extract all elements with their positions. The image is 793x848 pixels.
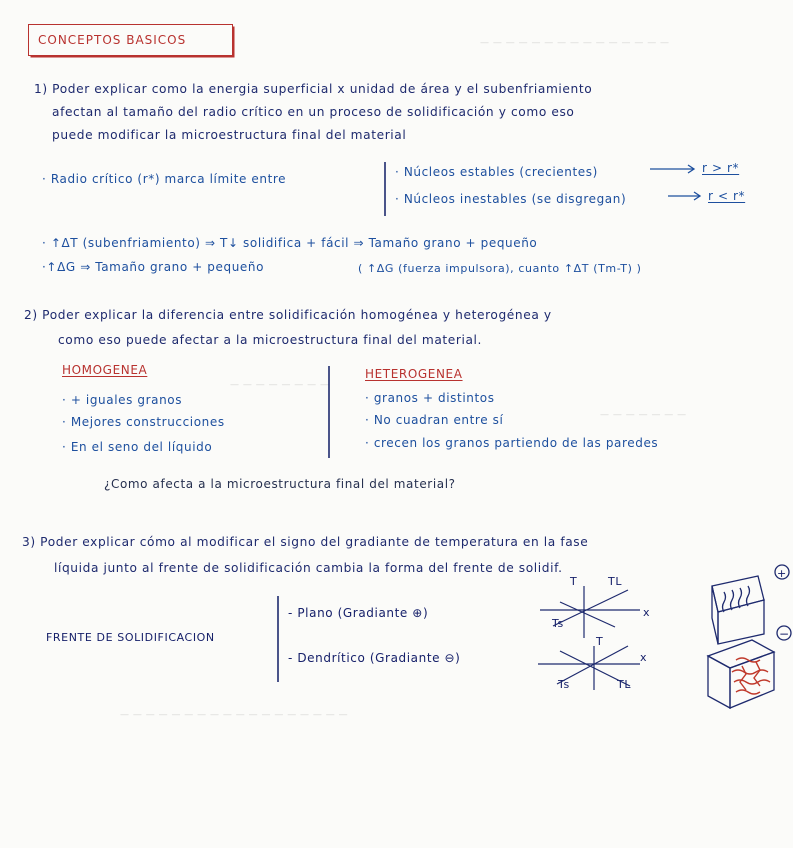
- frente-solidificacion-label: FRENTE DE SOLIDIFICACION: [46, 631, 215, 644]
- diagram2-x-label: x: [640, 651, 648, 664]
- plus-sign: +: [777, 567, 787, 580]
- diagram2-Ts-label: Ts: [558, 678, 570, 691]
- q1-line-2: afectan al tamaño del radio crítico en un proceso de solidificación y como eso: [52, 105, 575, 119]
- bleed-through-text: — — — — — — — — — — — — — — —: [480, 38, 670, 48]
- q3-line-2: líquida junto al frente de solidificación cambia la forma del frente de solidif.: [54, 561, 563, 575]
- q1-line-1: 1) Poder explicar como la energia superficial x unidad de área y el subenfriamiento: [34, 82, 593, 96]
- delta-g-note: ( ↑ΔG (fuerza impulsora), cuanto ↑ΔT (Tm-T) ): [358, 262, 642, 275]
- frente-dendritico: - Dendrítico (Gradiante ⊖): [288, 651, 461, 665]
- q3-line-1: 3) Poder explicar cómo al modificar el signo del gradiante de temperatura en la fase: [22, 535, 589, 549]
- diagram1-x-label: x: [643, 606, 651, 619]
- diagram2-TL-label: TL: [617, 678, 632, 691]
- q2-line-1: 2) Poder explicar la diferencia entre solidificación homogénea y heterogénea y: [24, 308, 552, 322]
- radio-critico-label: · Radio crítico (r*) marca límite entre: [42, 172, 287, 186]
- diagram2-T-label: T: [596, 635, 604, 648]
- frente-plano: - Plano (Gradiante ⊕): [288, 606, 429, 620]
- diagram1-T-label: T: [570, 575, 578, 588]
- diagram1-axes: [540, 586, 640, 638]
- bleed-through-text: — — — — — — — —: [230, 380, 330, 390]
- heterogenea-item-2: · No cuadran entre sí: [365, 413, 504, 427]
- heterogenea-title: HETEROGENEA: [365, 367, 463, 381]
- homogenea-item-1: · + iguales granos: [62, 393, 183, 407]
- bleed-through-text: — — — — — — — — — — — — — — — — — —: [120, 710, 349, 720]
- stable-nuclei: · Núcleos estables (crecientes): [395, 165, 598, 179]
- unstable-nuclei: · Núcleos inestables (se disgregan): [395, 192, 627, 206]
- diagram2-axes: [538, 646, 640, 690]
- stable-condition: r > r*: [702, 161, 740, 175]
- diagram1-Ts-label: Ts: [552, 617, 564, 630]
- q1-line-3: puede modificar la microestructura final del material: [52, 128, 407, 142]
- dendritic-front-block: [708, 626, 791, 708]
- diagram1-TL-label: TL: [608, 575, 623, 588]
- delta-t-line: · ↑ΔT (subenfriamiento) ⇒ T↓ solidifica + fácil ⇒ Tamaño grano + pequeño: [42, 236, 538, 250]
- delta-g-line: ·↑ΔG ⇒ Tamaño grano + pequeño: [42, 260, 265, 274]
- page-title: CONCEPTOS BASICOS: [38, 33, 187, 47]
- heterogenea-item-1: · granos + distintos: [365, 391, 495, 405]
- homogenea-item-3: · En el seno del líquido: [62, 440, 213, 454]
- q2-followup-question: ¿Como afecta a la microestructura final del material?: [104, 477, 456, 491]
- stable-arrow: [650, 165, 694, 173]
- bleed-through-text: — — — — — — —: [600, 410, 687, 420]
- heterogenea-item-3: · crecen los granos partiendo de las paredes: [365, 436, 659, 450]
- unstable-arrow: [668, 192, 700, 200]
- homogenea-item-2: · Mejores construcciones: [62, 415, 225, 429]
- homogenea-title: HOMOGENEA: [62, 363, 148, 377]
- minus-sign: −: [779, 627, 790, 641]
- q2-line-2: como eso puede afectar a la microestructura final del material.: [58, 333, 483, 347]
- unstable-condition: r < r*: [708, 189, 746, 203]
